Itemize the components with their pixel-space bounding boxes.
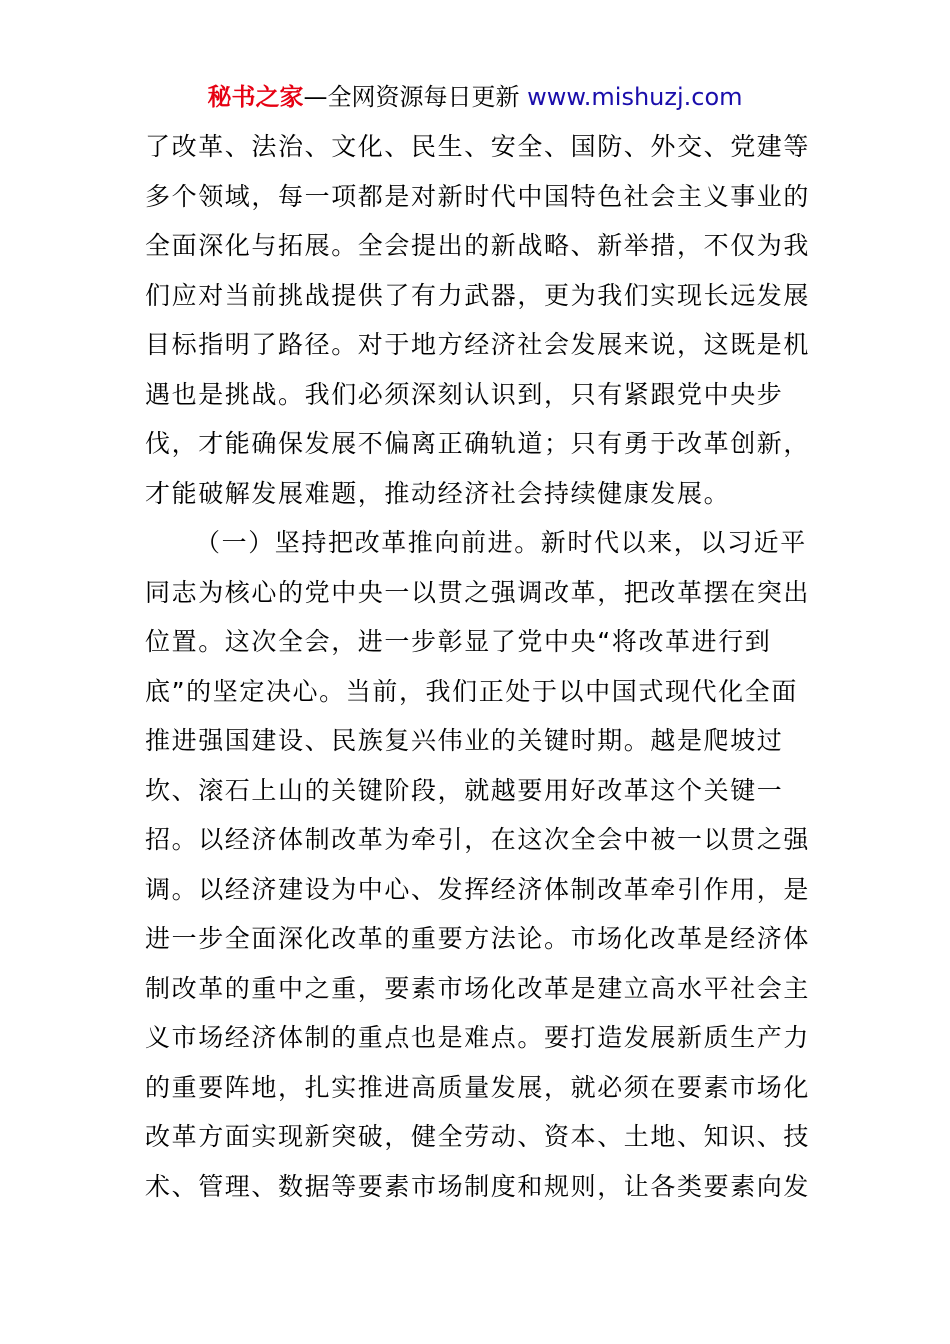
text-line: 伐，才能确保发展不偏离正确轨道；只有勇于改革创新， (145, 429, 810, 458)
text-line: 遇也是挑战。我们必须深刻认识到，只有紧跟党中央步 (145, 379, 784, 409)
text-line: 调。以经济建设为中心、发挥经济体制改革牵引作用，是 (145, 874, 810, 904)
text-line: 制改革的重中之重，要素市场化改革是建立高水平社会主 (145, 973, 810, 1003)
brand-name: 秘书之家 (207, 83, 304, 111)
page-header (0, 80, 950, 114)
site-url-link[interactable]: www.mishuzj.com (527, 83, 743, 111)
document-body (145, 122, 810, 1211)
text-line: 底”的坚定决心。当前，我们正处于以中国式现代化全面 (145, 676, 798, 706)
section-heading-line: （一）坚持把改革推向前进。新时代以来，以习近平 (195, 528, 807, 557)
text-line: 位置。这次全会，进一步彰显了党中央“将改革进行到 (145, 627, 772, 656)
text-line: 目标指明了路径。对于地方经济社会发展来说，这既是机 (145, 330, 810, 359)
text-line: 术、管理、数据等要素市场制度和规则，让各类要素向发 (145, 1171, 810, 1201)
header-tagline: —全网资源每日更新 (303, 83, 528, 111)
text-line: 坎、滚石上山的关键阶段，就越要用好改革这个关键一 (145, 775, 784, 805)
text-line: 义市场经济体制的重点也是难点。要打造发展新质生产力 (145, 1023, 810, 1052)
text-line: 的重要阵地，扎实推进高质量发展，就必须在要素市场化 (145, 1072, 810, 1102)
text-line: 才能破解发展难题，推动经济社会持续健康发展。 (145, 478, 731, 508)
text-line: 多个领域，每一项都是对新时代中国特色社会主义事业的 (145, 181, 810, 211)
text-line: 改革方面实现新突破，健全劳动、资本、土地、知识、技 (145, 1122, 810, 1151)
text-line: 了改革、法治、文化、民生、安全、国防、外交、党建等 (145, 132, 810, 161)
text-line: 推进强国建设、民族复兴伟业的关键时期。越是爬坡过 (145, 726, 784, 755)
text-line: 进一步全面深化改革的重要方法论。市场化改革是经济体 (145, 924, 810, 953)
text-line: 同志为核心的党中央一以贯之强调改革，把改革摆在突出 (145, 577, 810, 607)
text-line: 全面深化与拓展。全会提出的新战略、新举措，不仅为我 (145, 231, 810, 260)
text-line: 招。以经济体制改革为牵引，在这次全会中被一以贯之强 (145, 825, 810, 854)
text-line: 们应对当前挑战提供了有力武器，更为我们实现长远发展 (145, 280, 810, 310)
